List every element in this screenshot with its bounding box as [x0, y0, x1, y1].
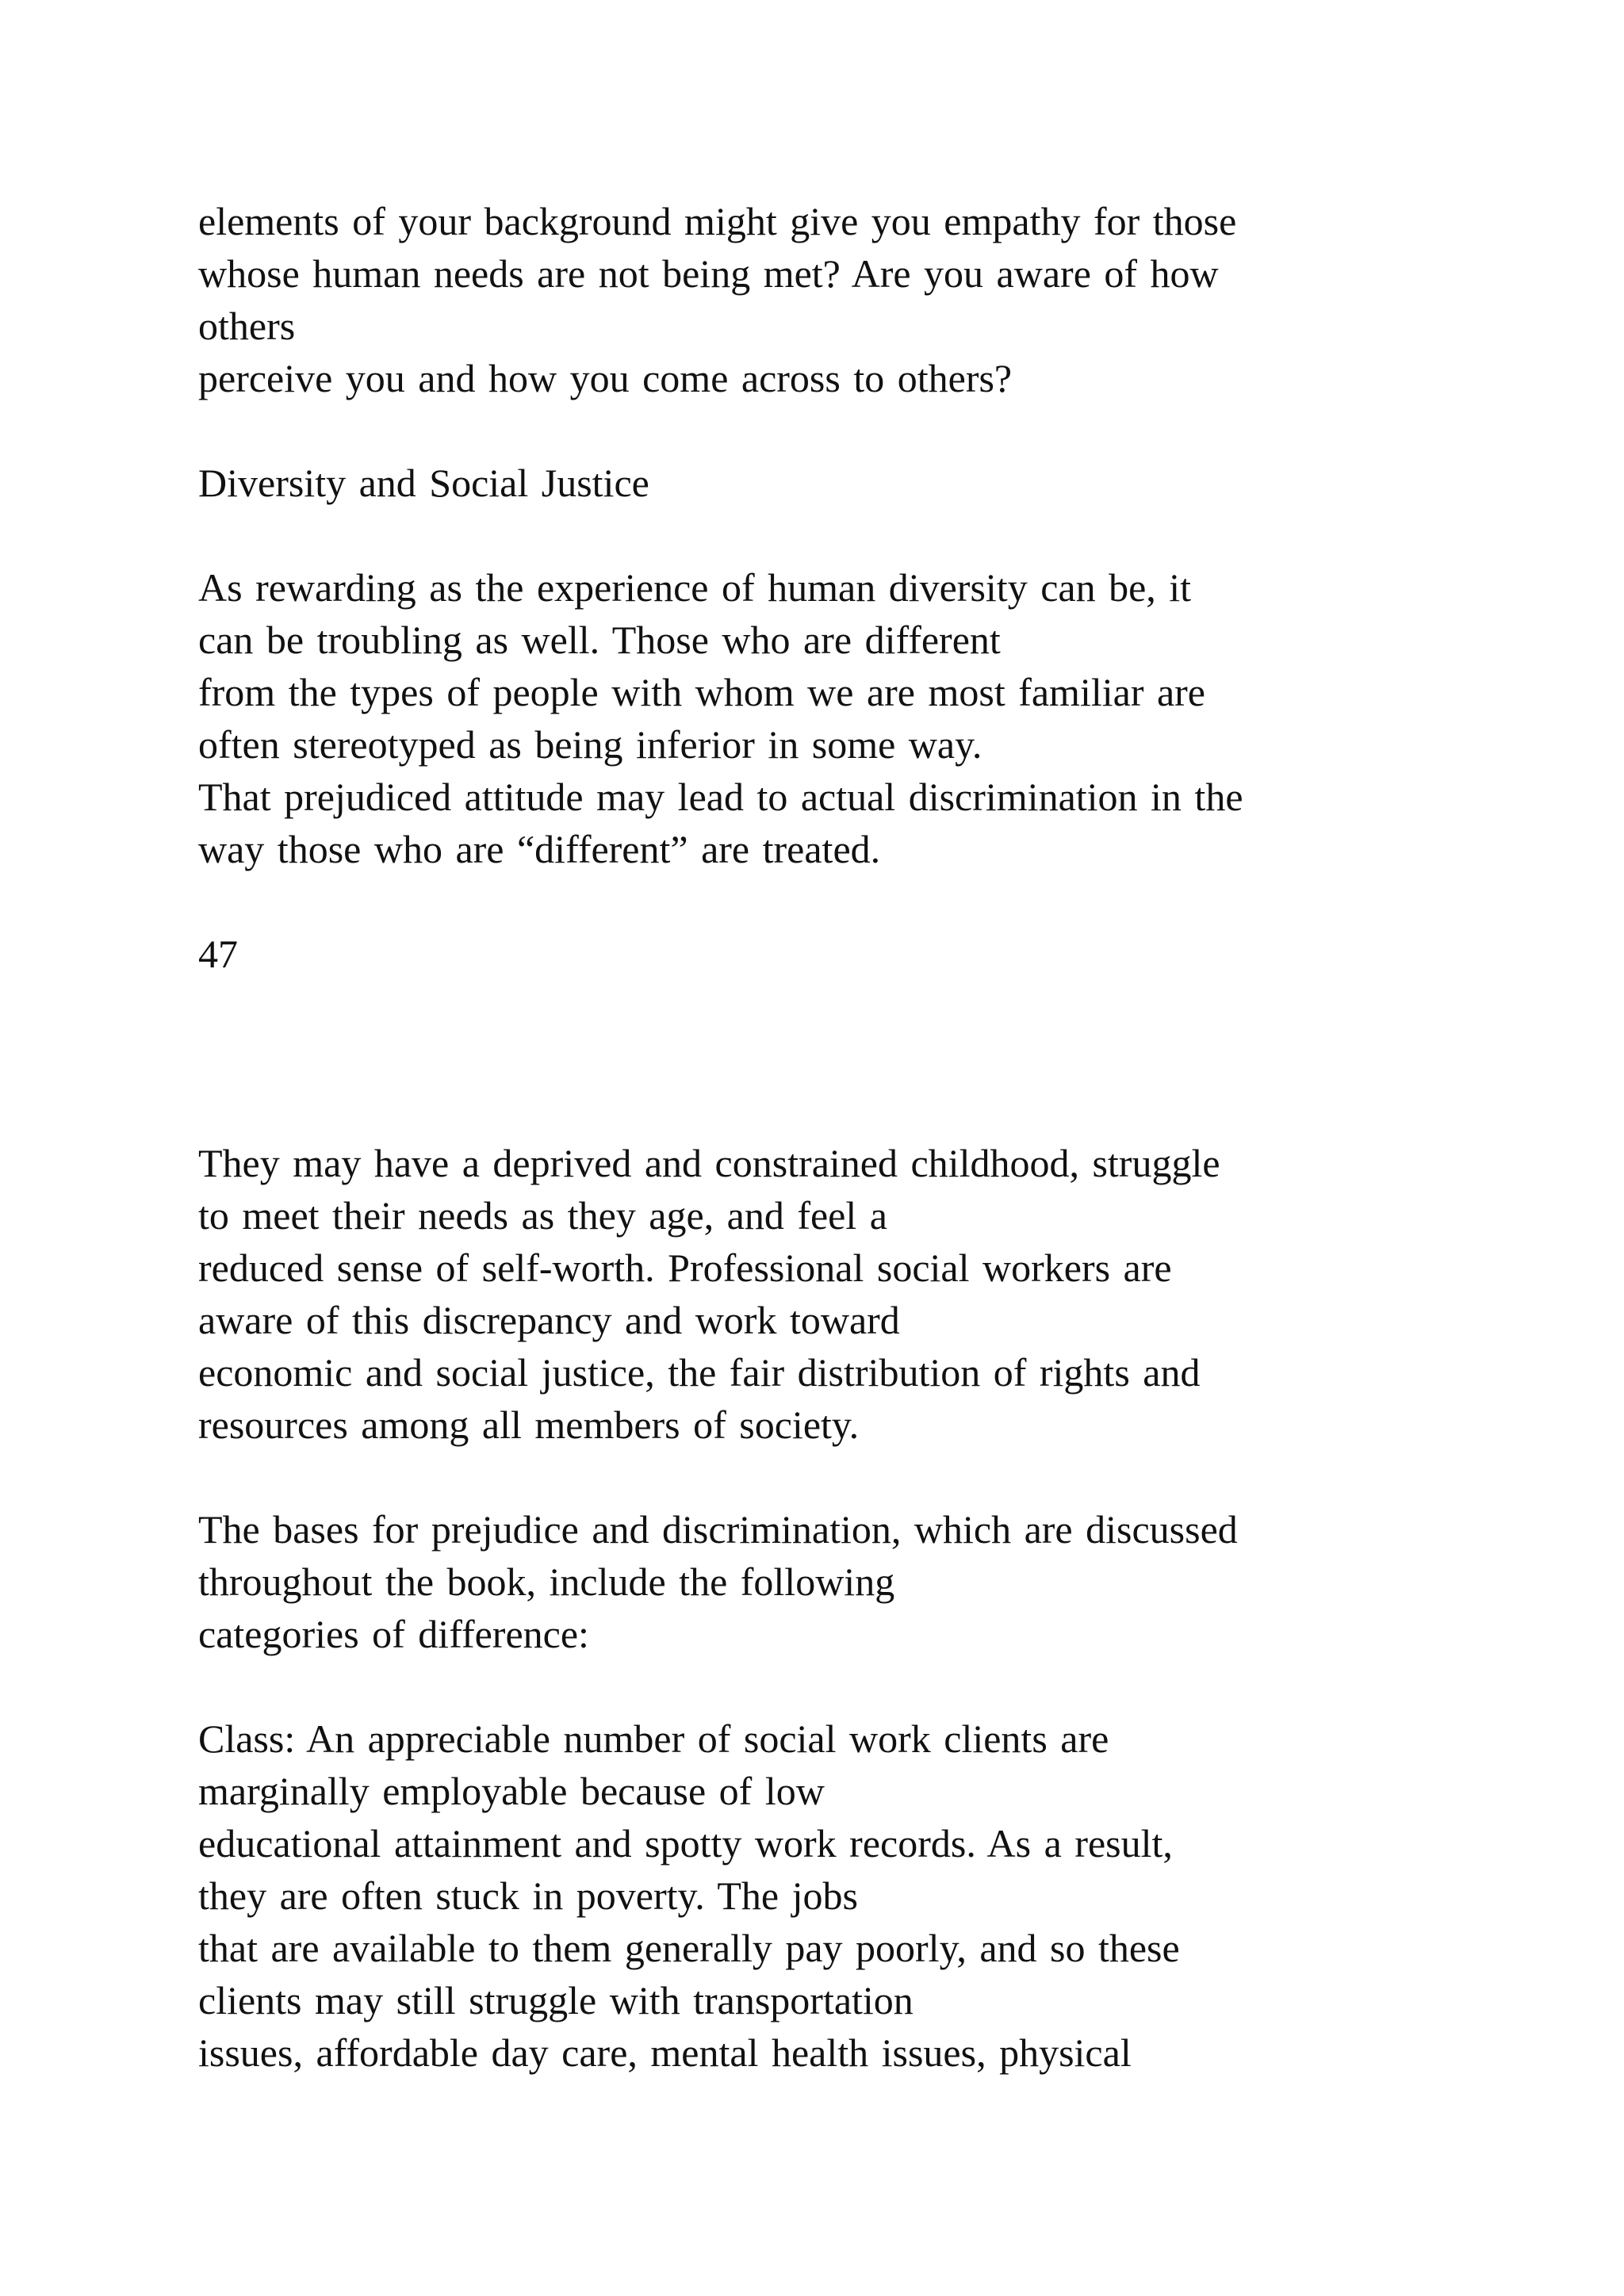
text-line: that are available to them generally pay poorly, and so these	[198, 1926, 1180, 1970]
text-line: often stereotyped as being inferior in some way.	[198, 722, 982, 767]
text-line: elements of your background might give you empathy for those	[198, 199, 1237, 243]
text-line: can be troubling as well. Those who are different	[198, 618, 1001, 662]
text-line: way those who are “different” are treated.	[198, 827, 881, 871]
text-line: economic and social justice, the fair distribution of rights and	[198, 1350, 1201, 1395]
text-line: from the types of people with whom we are most familiar are	[198, 670, 1206, 714]
text-line: marginally employable because of low	[198, 1769, 825, 1813]
text-line: educational attainment and spotty work records. As a result,	[198, 1821, 1173, 1866]
text-line: resources among all members of society.	[198, 1402, 860, 1447]
text-line: clients may still struggle with transportation	[198, 1978, 914, 2022]
text-line: perceive you and how you come across to others?	[198, 356, 1013, 400]
text-line: The bases for prejudice and discrimination, which are discussed	[198, 1507, 1238, 1552]
text-line: throughout the book, include the following	[198, 1559, 895, 1604]
text-line: categories of difference:	[198, 1612, 589, 1656]
text-line: That prejudiced attitude may lead to actual discrimination in the	[198, 775, 1243, 819]
section-heading-text: Diversity and Social Justice	[198, 461, 649, 505]
page-number-text: 47	[198, 932, 238, 976]
text-line: to meet their needs as they age, and feel a	[198, 1193, 887, 1238]
text-line: aware of this discrepancy and work toward	[198, 1298, 900, 1342]
text-line: reduced sense of self-worth. Professional social workers are	[198, 1246, 1172, 1290]
text-line: issues, affordable day care, mental health issues, physical	[198, 2030, 1132, 2075]
text-line: whose human needs are not being met? Are you aware of how	[198, 251, 1219, 296]
text-line: As rewarding as the experience of human diversity can be, it	[198, 565, 1192, 610]
text-line: they are often stuck in poverty. The jobs	[198, 1873, 858, 1918]
text-line: Class: An appreciable number of social work clients are	[198, 1716, 1109, 1761]
text-line: others	[198, 304, 296, 348]
text-line: They may have a deprived and constrained childhood, struggle	[198, 1141, 1220, 1185]
